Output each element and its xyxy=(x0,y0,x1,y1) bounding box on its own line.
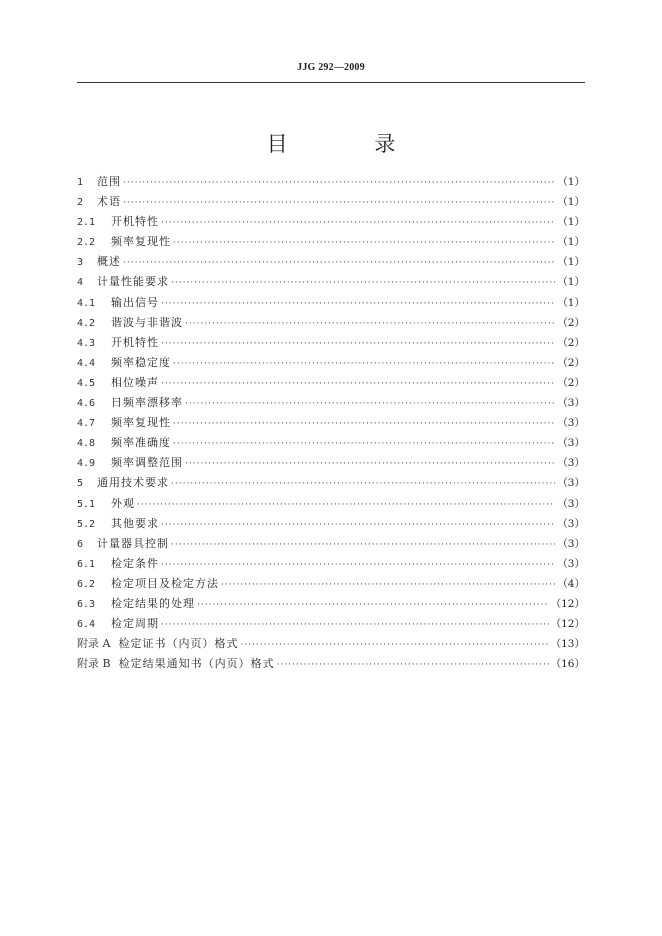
toc-entry-title: 开机特性 xyxy=(111,335,159,349)
toc-entry-title: 范围 xyxy=(97,175,121,188)
toc-entry-page: （16） xyxy=(550,658,585,671)
toc-entry-number: 6.1 xyxy=(77,558,96,570)
toc-entry-page: （2） xyxy=(557,316,585,329)
toc-leader-dots xyxy=(171,479,555,489)
toc-entry-title: 通用技术要求 xyxy=(97,476,169,490)
toc-entry-number: 4.2 xyxy=(77,317,96,329)
toc-entry[interactable] xyxy=(77,535,585,555)
header-rule xyxy=(77,82,585,83)
toc-leader-dots xyxy=(185,399,555,409)
toc-leader-dots xyxy=(161,560,555,570)
toc-entry-title: 检定项目及检定方法 xyxy=(111,576,219,590)
toc-entry-number: 6.3 xyxy=(77,598,96,610)
toc-entry[interactable] xyxy=(77,193,585,213)
toc-entry-number: 附录 A xyxy=(77,637,111,651)
toc-leader-dots xyxy=(161,520,555,530)
toc-entry-page: （2） xyxy=(557,356,585,369)
toc-entry-title: 检定条件 xyxy=(111,556,159,570)
toc-leader-dots xyxy=(173,439,555,449)
toc-entry-title: 其他要求 xyxy=(111,516,159,530)
toc-entry-page: （2） xyxy=(557,376,585,389)
toc-entry[interactable] xyxy=(77,474,585,494)
toc-entry[interactable] xyxy=(77,253,585,273)
toc-entry-title: 检定证书（内页）格式 xyxy=(118,637,239,651)
toc-leader-dots xyxy=(161,218,555,228)
toc-entry-page: （3） xyxy=(557,497,585,510)
toc-entry-number: 1 xyxy=(77,177,84,188)
toc-entry-number: 4.8 xyxy=(77,438,96,450)
toc-leader-dots xyxy=(161,299,555,309)
toc-leader-dots xyxy=(161,339,555,349)
toc-entry[interactable] xyxy=(77,495,585,515)
toc-entry[interactable] xyxy=(77,314,585,334)
toc-entry-page: （3） xyxy=(557,537,585,550)
toc-entry-page: （4） xyxy=(557,577,585,590)
toc-leader-dots xyxy=(173,419,555,429)
toc-entry-number: 2.1 xyxy=(77,217,96,229)
toc-entry[interactable] xyxy=(77,173,585,193)
toc-entry[interactable] xyxy=(77,434,585,454)
toc-entry-number: 3 xyxy=(77,257,84,269)
toc-entry[interactable] xyxy=(77,394,585,414)
toc-entry-number: 2.2 xyxy=(77,237,96,249)
toc-entry-title: 频率调整范围 xyxy=(111,456,183,470)
toc-entry-number: 6.4 xyxy=(77,619,96,631)
toc-leader-dots xyxy=(185,319,555,329)
toc-entry[interactable] xyxy=(77,635,585,655)
toc-entry-number: 6 xyxy=(77,538,84,550)
toc-leader-dots xyxy=(137,500,555,510)
toc-entry-page: （13） xyxy=(550,638,585,651)
toc-entry-page: （1） xyxy=(557,296,585,309)
toc-leader-dots xyxy=(171,278,555,288)
toc-entry-page: （12） xyxy=(550,618,585,631)
toc-entry[interactable] xyxy=(77,515,585,535)
toc-entry[interactable] xyxy=(77,294,585,314)
toc-entry-number: 4.3 xyxy=(77,337,96,349)
toc-entry-page: （3） xyxy=(557,557,585,570)
toc-leader-dots xyxy=(173,238,555,248)
toc-entry-number: 5 xyxy=(77,478,84,490)
toc-leader-dots xyxy=(185,459,555,469)
toc-entry-number: 6.2 xyxy=(77,578,96,590)
toc-entry[interactable] xyxy=(77,595,585,615)
toc-entry[interactable] xyxy=(77,354,585,374)
toc-entry-number: 附录 B xyxy=(77,657,111,671)
toc-entry-page: （2） xyxy=(557,336,585,349)
toc-entry[interactable] xyxy=(77,334,585,354)
toc-entry[interactable] xyxy=(77,454,585,474)
toc-entry-title: 术语 xyxy=(97,195,121,209)
toc-entry-page: （3） xyxy=(557,397,585,410)
toc-entry-number: 4.7 xyxy=(77,418,96,430)
toc-entry-page: （3） xyxy=(557,477,585,490)
toc-entry-title: 计量性能要求 xyxy=(97,275,169,289)
toc-entry-page: （1） xyxy=(557,176,585,188)
toc-leader-dots xyxy=(221,580,555,590)
toc-leader-dots xyxy=(123,198,555,208)
toc-entry-title: 计量器具控制 xyxy=(97,536,169,550)
toc-entry-title: 检定结果的处理 xyxy=(111,596,195,610)
toc-entry[interactable] xyxy=(77,655,585,675)
toc-entry-title: 相位噪声 xyxy=(111,375,159,389)
toc-entry[interactable] xyxy=(77,213,585,233)
toc-entry[interactable] xyxy=(77,374,585,394)
toc-entry-title: 外观 xyxy=(111,496,135,510)
toc-leader-dots xyxy=(277,660,549,670)
toc-leader-dots xyxy=(197,600,549,610)
toc-entry-page: （1） xyxy=(557,256,585,269)
toc-entry-page: （1） xyxy=(557,196,585,209)
toc-leader-dots xyxy=(173,359,555,369)
toc-entry-number: 4.5 xyxy=(77,377,96,389)
toc-entry-number: 4.1 xyxy=(77,297,96,309)
toc-leader-dots xyxy=(161,620,549,630)
toc-entry[interactable] xyxy=(77,233,585,253)
toc-entry-page: （1） xyxy=(557,236,585,249)
document-code-header: JJG 292—2009 xyxy=(297,62,365,73)
toc-entry[interactable] xyxy=(77,414,585,434)
toc-entry-title: 频率复现性 xyxy=(111,416,171,430)
toc-entry-page: （3） xyxy=(557,457,585,470)
toc-entry-page: （3） xyxy=(557,437,585,450)
toc-entry-title: 频率准确度 xyxy=(111,436,171,450)
table-of-contents xyxy=(77,173,585,675)
toc-entry-title: 频率复现性 xyxy=(111,235,171,249)
toc-entry[interactable] xyxy=(77,615,585,635)
toc-entry-number: 4.9 xyxy=(77,458,96,470)
toc-entry-title: 日频率漂移率 xyxy=(111,396,183,410)
toc-entry[interactable] xyxy=(77,273,585,293)
toc-entry-number: 4 xyxy=(77,277,84,289)
toc-entry-page: （1） xyxy=(557,276,585,289)
toc-leader-dots xyxy=(171,540,555,550)
toc-entry-title: 检定结果通知书（内页）格式 xyxy=(118,657,275,671)
toc-leader-dots xyxy=(123,258,555,268)
toc-entry-page: （3） xyxy=(557,517,585,530)
toc-entry-title: 输出信号 xyxy=(111,295,159,309)
toc-entry-page: （3） xyxy=(557,417,585,430)
toc-entry-number: 5.1 xyxy=(77,498,96,510)
toc-entry[interactable] xyxy=(77,575,585,595)
toc-entry-number: 2 xyxy=(77,197,84,209)
toc-leader-dots xyxy=(123,178,555,188)
toc-entry-title: 谐波与非谐波 xyxy=(111,315,183,329)
page-title: 目 录 xyxy=(266,132,436,156)
toc-entry-number: 5.2 xyxy=(77,518,96,530)
toc-entry-title: 检定周期 xyxy=(111,617,159,631)
toc-entry-title: 概述 xyxy=(97,255,121,269)
toc-entry-number: 4.4 xyxy=(77,357,96,369)
toc-entry-title: 开机特性 xyxy=(111,215,159,229)
toc-entry-page: （1） xyxy=(557,216,585,229)
toc-entry-page: （12） xyxy=(550,597,585,610)
toc-leader-dots xyxy=(161,379,555,389)
toc-entry[interactable] xyxy=(77,555,585,575)
toc-entry-title: 频率稳定度 xyxy=(111,355,171,369)
toc-leader-dots xyxy=(240,640,548,650)
toc-entry-number: 4.6 xyxy=(77,398,96,410)
